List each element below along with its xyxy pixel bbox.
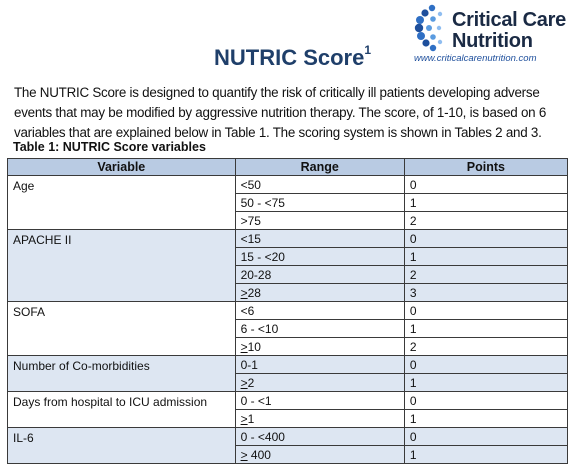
- table-body: [8, 176, 568, 464]
- range-cell: 0-1: [235, 356, 404, 374]
- logo-line1: Critical Care: [452, 9, 566, 31]
- points-cell: 2: [404, 266, 567, 284]
- variable-cell: SOFA: [8, 302, 236, 356]
- logo-url[interactable]: www.criticalcarenutrition.com: [414, 53, 537, 64]
- points-cell: 1: [404, 248, 567, 266]
- intro-paragraph: The NUTRIC Score is designed to quantify the risk of critically ill patients developing adverse events that may be modified by aggressive nutrition therapy. The score, of 1-10, is based on 6 variables that are explained below in Table 1. The scoring system is shown in Tables 2 and 3.: [14, 85, 547, 140]
- points-cell: 0: [404, 230, 567, 248]
- table-row: [8, 176, 568, 194]
- range-cell: <6: [235, 302, 404, 320]
- points-cell: 1: [404, 446, 567, 464]
- points-cell: 2: [404, 338, 567, 356]
- points-cell: 0: [404, 302, 567, 320]
- range-cell: 20-28: [235, 266, 404, 284]
- table-row: [8, 428, 568, 446]
- points-cell: 1: [404, 374, 567, 392]
- range-cell: >75: [235, 212, 404, 230]
- range-cell: 6 - <10: [235, 320, 404, 338]
- header-range: Range: [235, 159, 404, 176]
- variable-cell: Days from hospital to ICU admission: [8, 392, 236, 428]
- range-cell: <50: [235, 176, 404, 194]
- points-cell: 1: [404, 410, 567, 428]
- header-points: Points: [404, 159, 567, 176]
- variable-cell: Age: [8, 176, 236, 230]
- points-cell: 3: [404, 284, 567, 302]
- variable-cell: Number of Co-morbidities: [8, 356, 236, 392]
- variable-cell: APACHE II: [8, 230, 236, 302]
- range-cell: 0 - <400: [235, 428, 404, 446]
- points-cell: 2: [404, 212, 567, 230]
- range-cell: <15: [235, 230, 404, 248]
- range-cell: >2: [235, 374, 404, 392]
- title-footnote: 1: [364, 42, 372, 57]
- table-caption: Table 1: NUTRIC Score variables: [13, 140, 206, 154]
- points-cell: 1: [404, 194, 567, 212]
- logo: [412, 4, 572, 66]
- variable-cell: IL-6: [8, 428, 236, 464]
- range-cell: 15 - <20: [235, 248, 404, 266]
- points-cell: 1: [404, 320, 567, 338]
- range-cell: >1: [235, 410, 404, 428]
- table-row: [8, 356, 568, 374]
- range-cell: 50 - <75: [235, 194, 404, 212]
- points-cell: 0: [404, 392, 567, 410]
- table-row: [8, 392, 568, 410]
- points-cell: 0: [404, 356, 567, 374]
- range-cell: 0 - <1: [235, 392, 404, 410]
- range-cell: >10: [235, 338, 404, 356]
- range-cell: >28: [235, 284, 404, 302]
- header-variable: Variable: [8, 159, 236, 176]
- table-header-row: [8, 159, 568, 176]
- points-cell: 0: [404, 176, 567, 194]
- table-row: [8, 230, 568, 248]
- page-title: [214, 42, 372, 71]
- points-cell: 0: [404, 428, 567, 446]
- range-cell: > 400: [235, 446, 404, 464]
- table-row: [8, 302, 568, 320]
- page-title-text: NUTRIC Score: [214, 45, 365, 70]
- logo-line2: Nutrition: [452, 30, 533, 52]
- nutric-variables-table: [7, 158, 568, 464]
- logo-mark-icon: [412, 4, 452, 52]
